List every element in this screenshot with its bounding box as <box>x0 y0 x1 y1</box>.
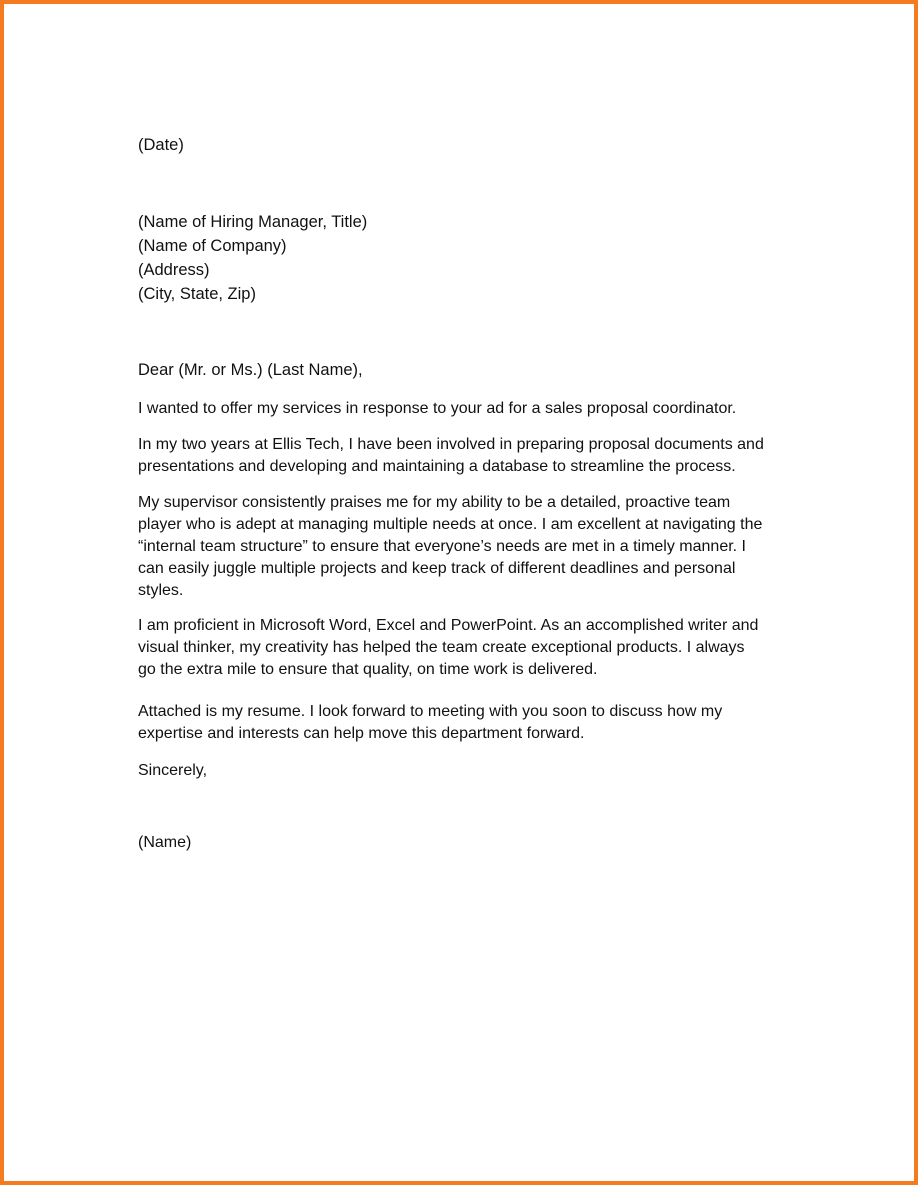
signature-name: (Name) <box>138 834 192 851</box>
recipient-city-state-zip: (City, State, Zip) <box>138 285 256 303</box>
recipient-company: (Name of Company) <box>138 237 287 255</box>
paragraph-line: visual thinker, my creativity has helped the team create exceptional products. I always <box>138 639 745 656</box>
paragraph-line: presentations and developing and maintaining a database to streamline the process. <box>138 458 736 475</box>
closing-paragraph <box>138 701 798 745</box>
paragraph-line: styles. <box>138 582 184 599</box>
date-line: (Date) <box>138 136 184 154</box>
closing-line: Sincerely, <box>138 762 208 779</box>
paragraph-line: expertise and interests can help move this department forward. <box>138 725 585 742</box>
paragraph-line: go the extra mile to ensure that quality, on time work is delivered. <box>138 661 598 678</box>
recipient-block <box>138 210 798 306</box>
recipient-address: (Address) <box>138 261 210 279</box>
paragraph-line: My supervisor consistently praises me for my ability to be a detailed, proactive team <box>138 494 731 511</box>
paragraph-line: Attached is my resume. I look forward to meeting with you soon to discuss how my <box>138 703 723 720</box>
paragraph-line: can easily juggle multiple projects and keep track of different deadlines and personal <box>138 560 736 577</box>
experience-paragraph <box>138 434 798 478</box>
intro-paragraph: I wanted to offer my services in response to your ad for a sales proposal coordinator. <box>138 400 737 417</box>
paragraph-line: “internal team structure” to ensure that everyone’s needs are met in a timely manner. I <box>138 538 746 555</box>
paragraph-line: I am proficient in Microsoft Word, Excel and PowerPoint. As an accomplished writer and <box>138 617 759 634</box>
salutation: Dear (Mr. or Ms.) (Last Name), <box>138 361 363 379</box>
paragraph-line: player who is adept at managing multiple needs at once. I am excellent at navigating the <box>138 516 763 533</box>
paragraph-line: In my two years at Ellis Tech, I have been involved in preparing proposal documents and <box>138 436 764 453</box>
software-paragraph <box>138 615 798 681</box>
recipient-name-title: (Name of Hiring Manager, Title) <box>138 213 368 231</box>
skills-paragraph <box>138 492 798 602</box>
